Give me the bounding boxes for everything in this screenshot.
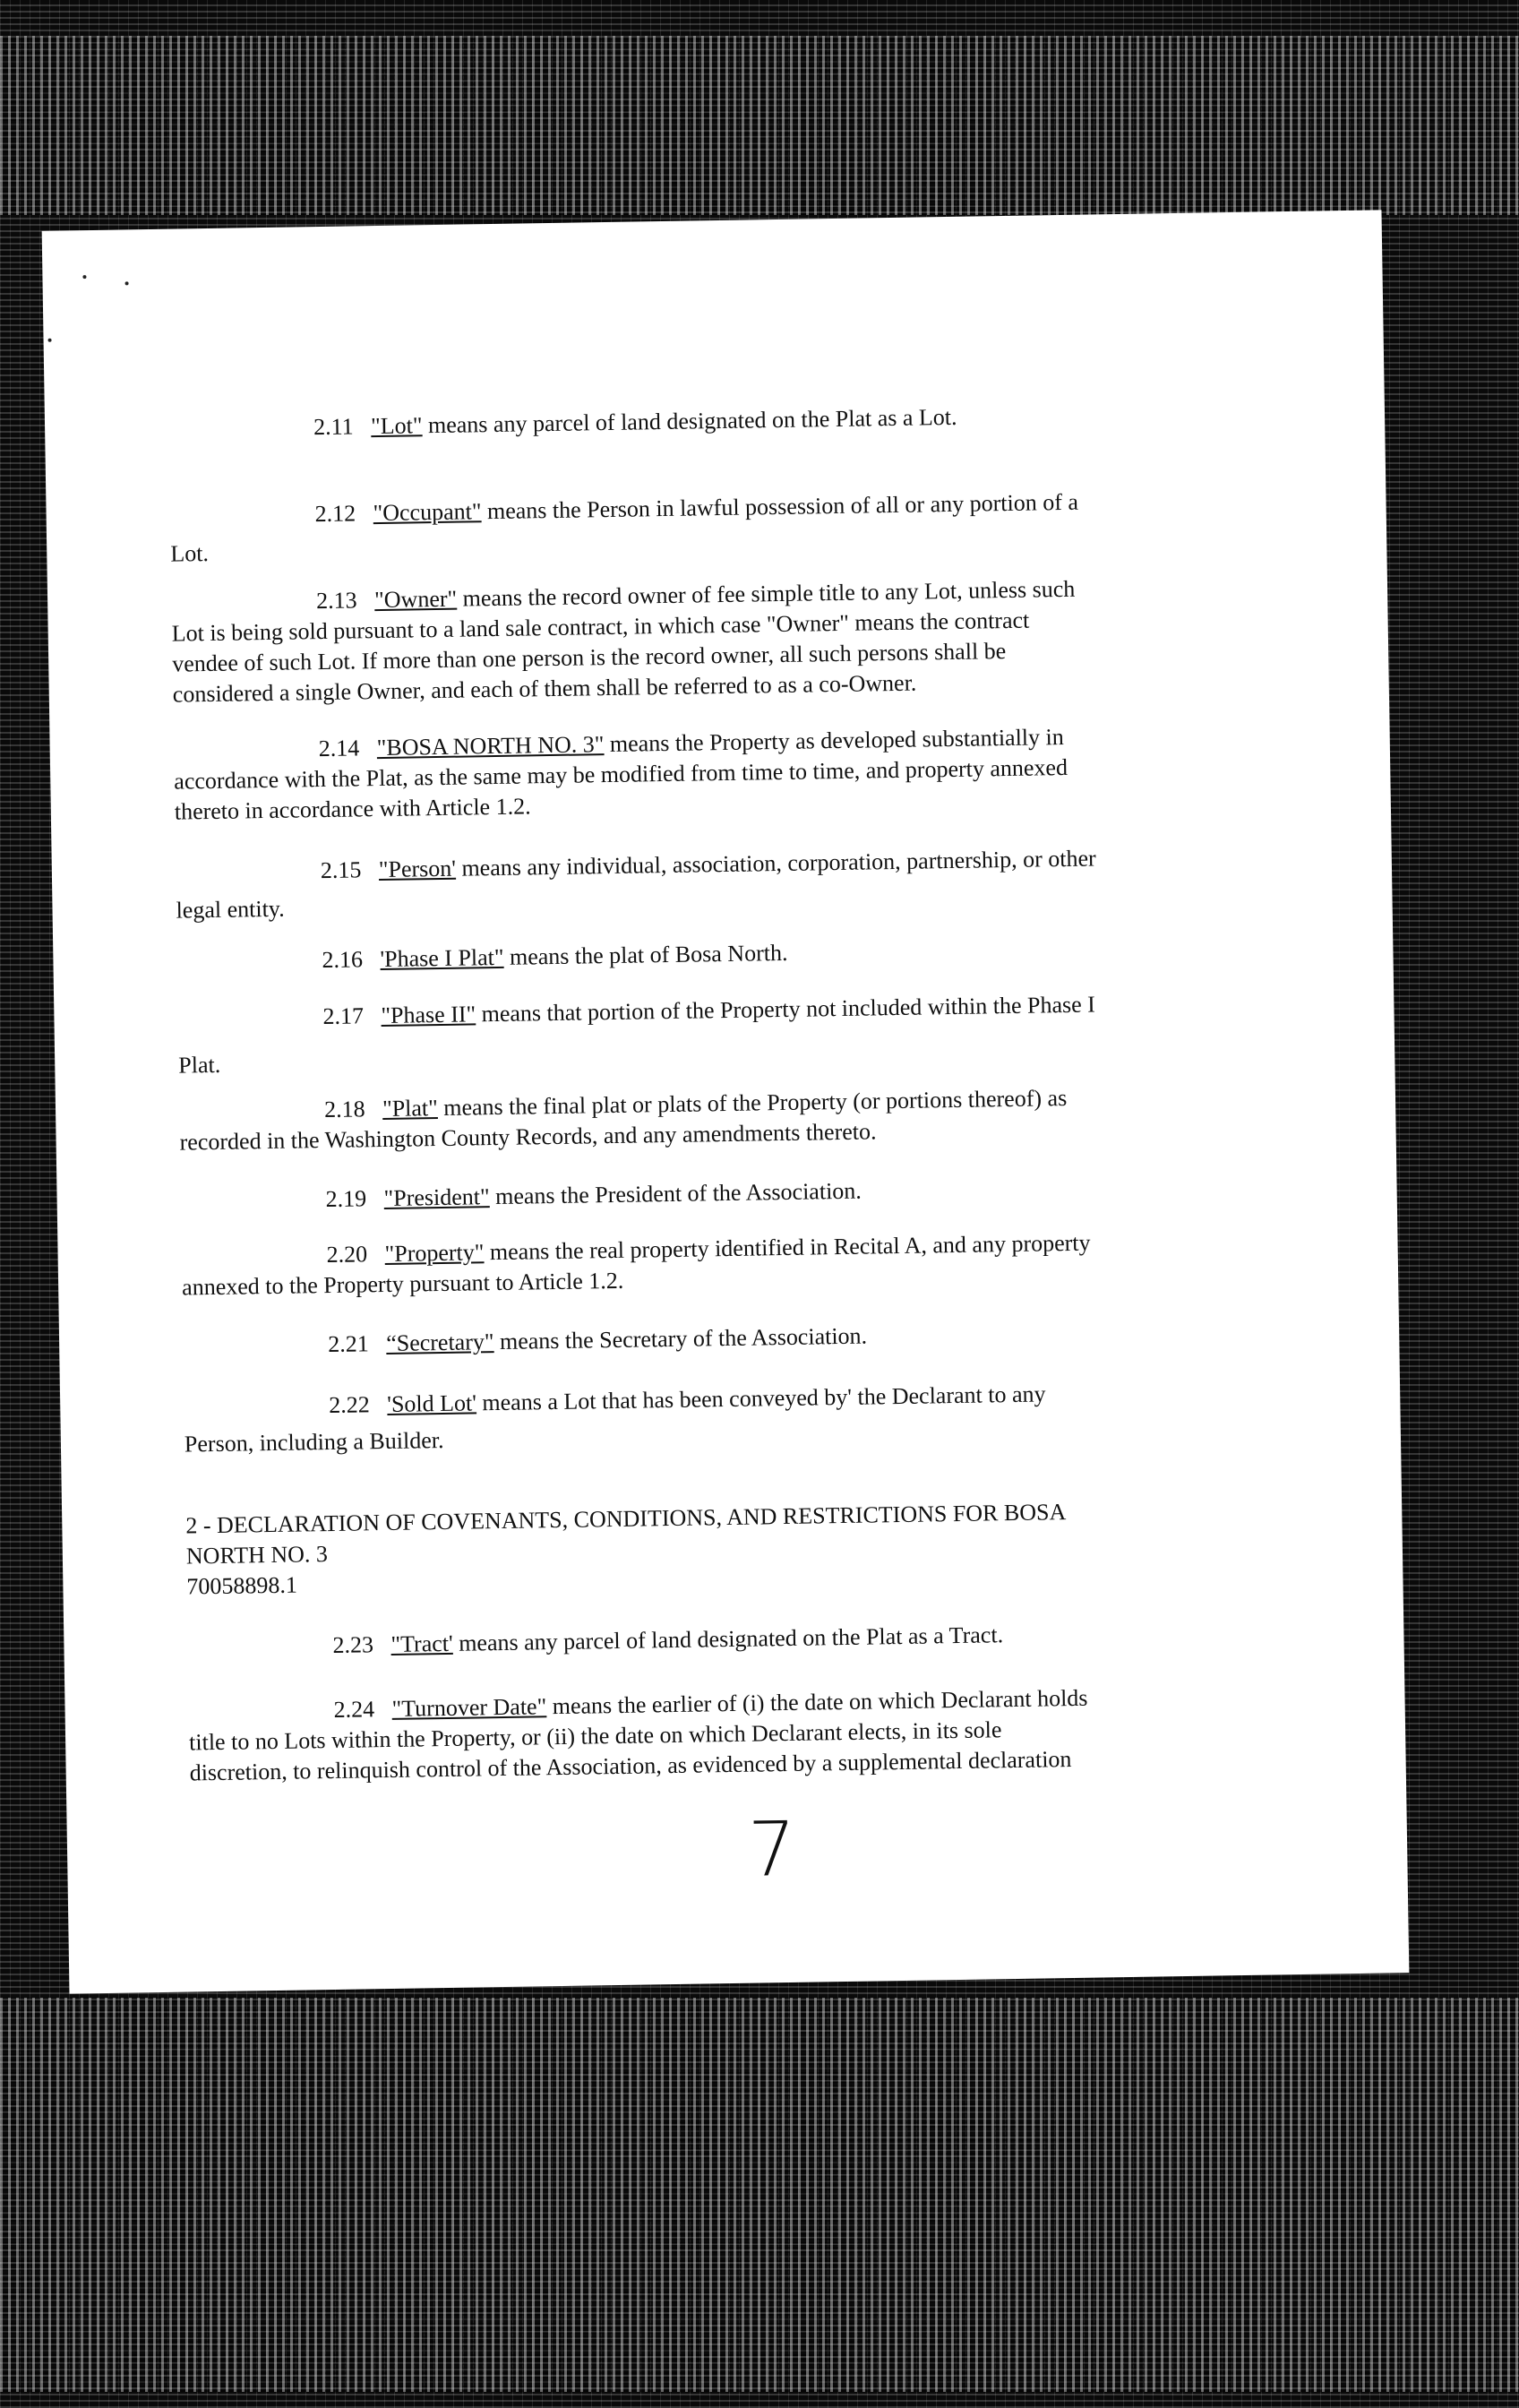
- section-2-14: 2.14 "BOSA NORTH NO. 3" means the Property as developed substantially in: [318, 724, 1064, 762]
- section-2-24: 2.24 "Turnover Date" means the earlier of (i) the date on which Declarant holds: [333, 1684, 1088, 1723]
- section-2-13-cont-3: considered a single Owner, and each of them shall be referred to as a co-Owner.: [172, 669, 917, 708]
- section-2-22: 2.22 'Sold Lot' means a Lot that has been conveyed by' the Declarant to any: [329, 1380, 1046, 1418]
- section-2-18-cont: recorded in the Washington County Records, and any amendments thereto.: [179, 1118, 877, 1156]
- section-2-22-cont: Person, including a Builder.: [184, 1426, 444, 1458]
- section-2-13-cont-1: Lot is being sold pursuant to a land sale contract, in which case "Owner" means the contract: [171, 606, 1030, 647]
- section-2-16: 2.16 'Phase I Plat" means the plat of Bosa North.: [322, 939, 788, 974]
- section-2-15: 2.15 "Person' means any individual, association, corporation, partnership, or other: [320, 845, 1096, 884]
- section-2-17: 2.17 "Phase II" means that portion of the Property not included within the Phase I: [322, 991, 1096, 1030]
- speck: [125, 281, 129, 285]
- section-2-20-cont: annexed to the Property pursuant to Article 1.2.: [181, 1267, 624, 1301]
- section-2-13-cont-2: vendee of such Lot. If more than one person is the record owner, all such persons shall be: [172, 638, 1007, 677]
- footer-line-3: 70058898.1: [186, 1571, 298, 1600]
- section-2-13: 2.13 "Owner" means the record owner of fee simple title to any Lot, unless such: [315, 575, 1076, 615]
- page-number: 7: [747, 1804, 797, 1894]
- section-2-20: 2.20 "Property" means the real property identified in Recital A, and any property: [326, 1229, 1091, 1268]
- section-2-12: 2.12 "Occupant" means the Person in lawful possession of all or any portion of a: [314, 488, 1079, 528]
- section-2-14-cont-2: thereto in accordance with Article 1.2.: [174, 793, 531, 825]
- section-2-15-cont: legal entity.: [176, 895, 285, 924]
- section-2-24-cont-2: discretion, to relinquish control of the Association, as evidenced by a supplemental declaration: [189, 1746, 1072, 1786]
- scan-noise-top: [0, 36, 1519, 215]
- footer-line-1: 2 - DECLARATION OF COVENANTS, CONDITIONS, AND RESTRICTIONS FOR BOSA: [185, 1499, 1067, 1539]
- section-2-12-cont: Lot.: [170, 539, 210, 567]
- section-2-17-cont: Plat.: [178, 1051, 221, 1079]
- section-2-11: 2.11 "Lot" means any parcel of land designated on the Plat as a Lot.: [313, 403, 957, 441]
- footer-line-2: NORTH NO. 3: [185, 1541, 329, 1570]
- section-2-24-cont-1: title to no Lots within the Property, or (ii) the date on which Declarant elects, in its sole: [188, 1716, 1002, 1756]
- section-2-19: 2.19 "President" means the President of the Association.: [325, 1177, 862, 1213]
- section-2-18: 2.18 "Plat" means the final plat or plats of the Property (or portions thereof) as: [323, 1085, 1068, 1123]
- speck: [82, 275, 86, 279]
- section-2-23: 2.23 "Tract' means any parcel of land designated on the Plat as a Tract.: [332, 1621, 1004, 1658]
- scan-noise-bottom: [0, 1998, 1519, 2392]
- document-page: [42, 210, 1410, 1993]
- section-2-21: 2.21 “Secretary" means the Secretary of the Association.: [327, 1322, 868, 1358]
- section-2-14-cont-1: accordance with the Plat, as the same may be modified from time to time, and property annexed: [174, 753, 1068, 795]
- speck: [48, 339, 52, 342]
